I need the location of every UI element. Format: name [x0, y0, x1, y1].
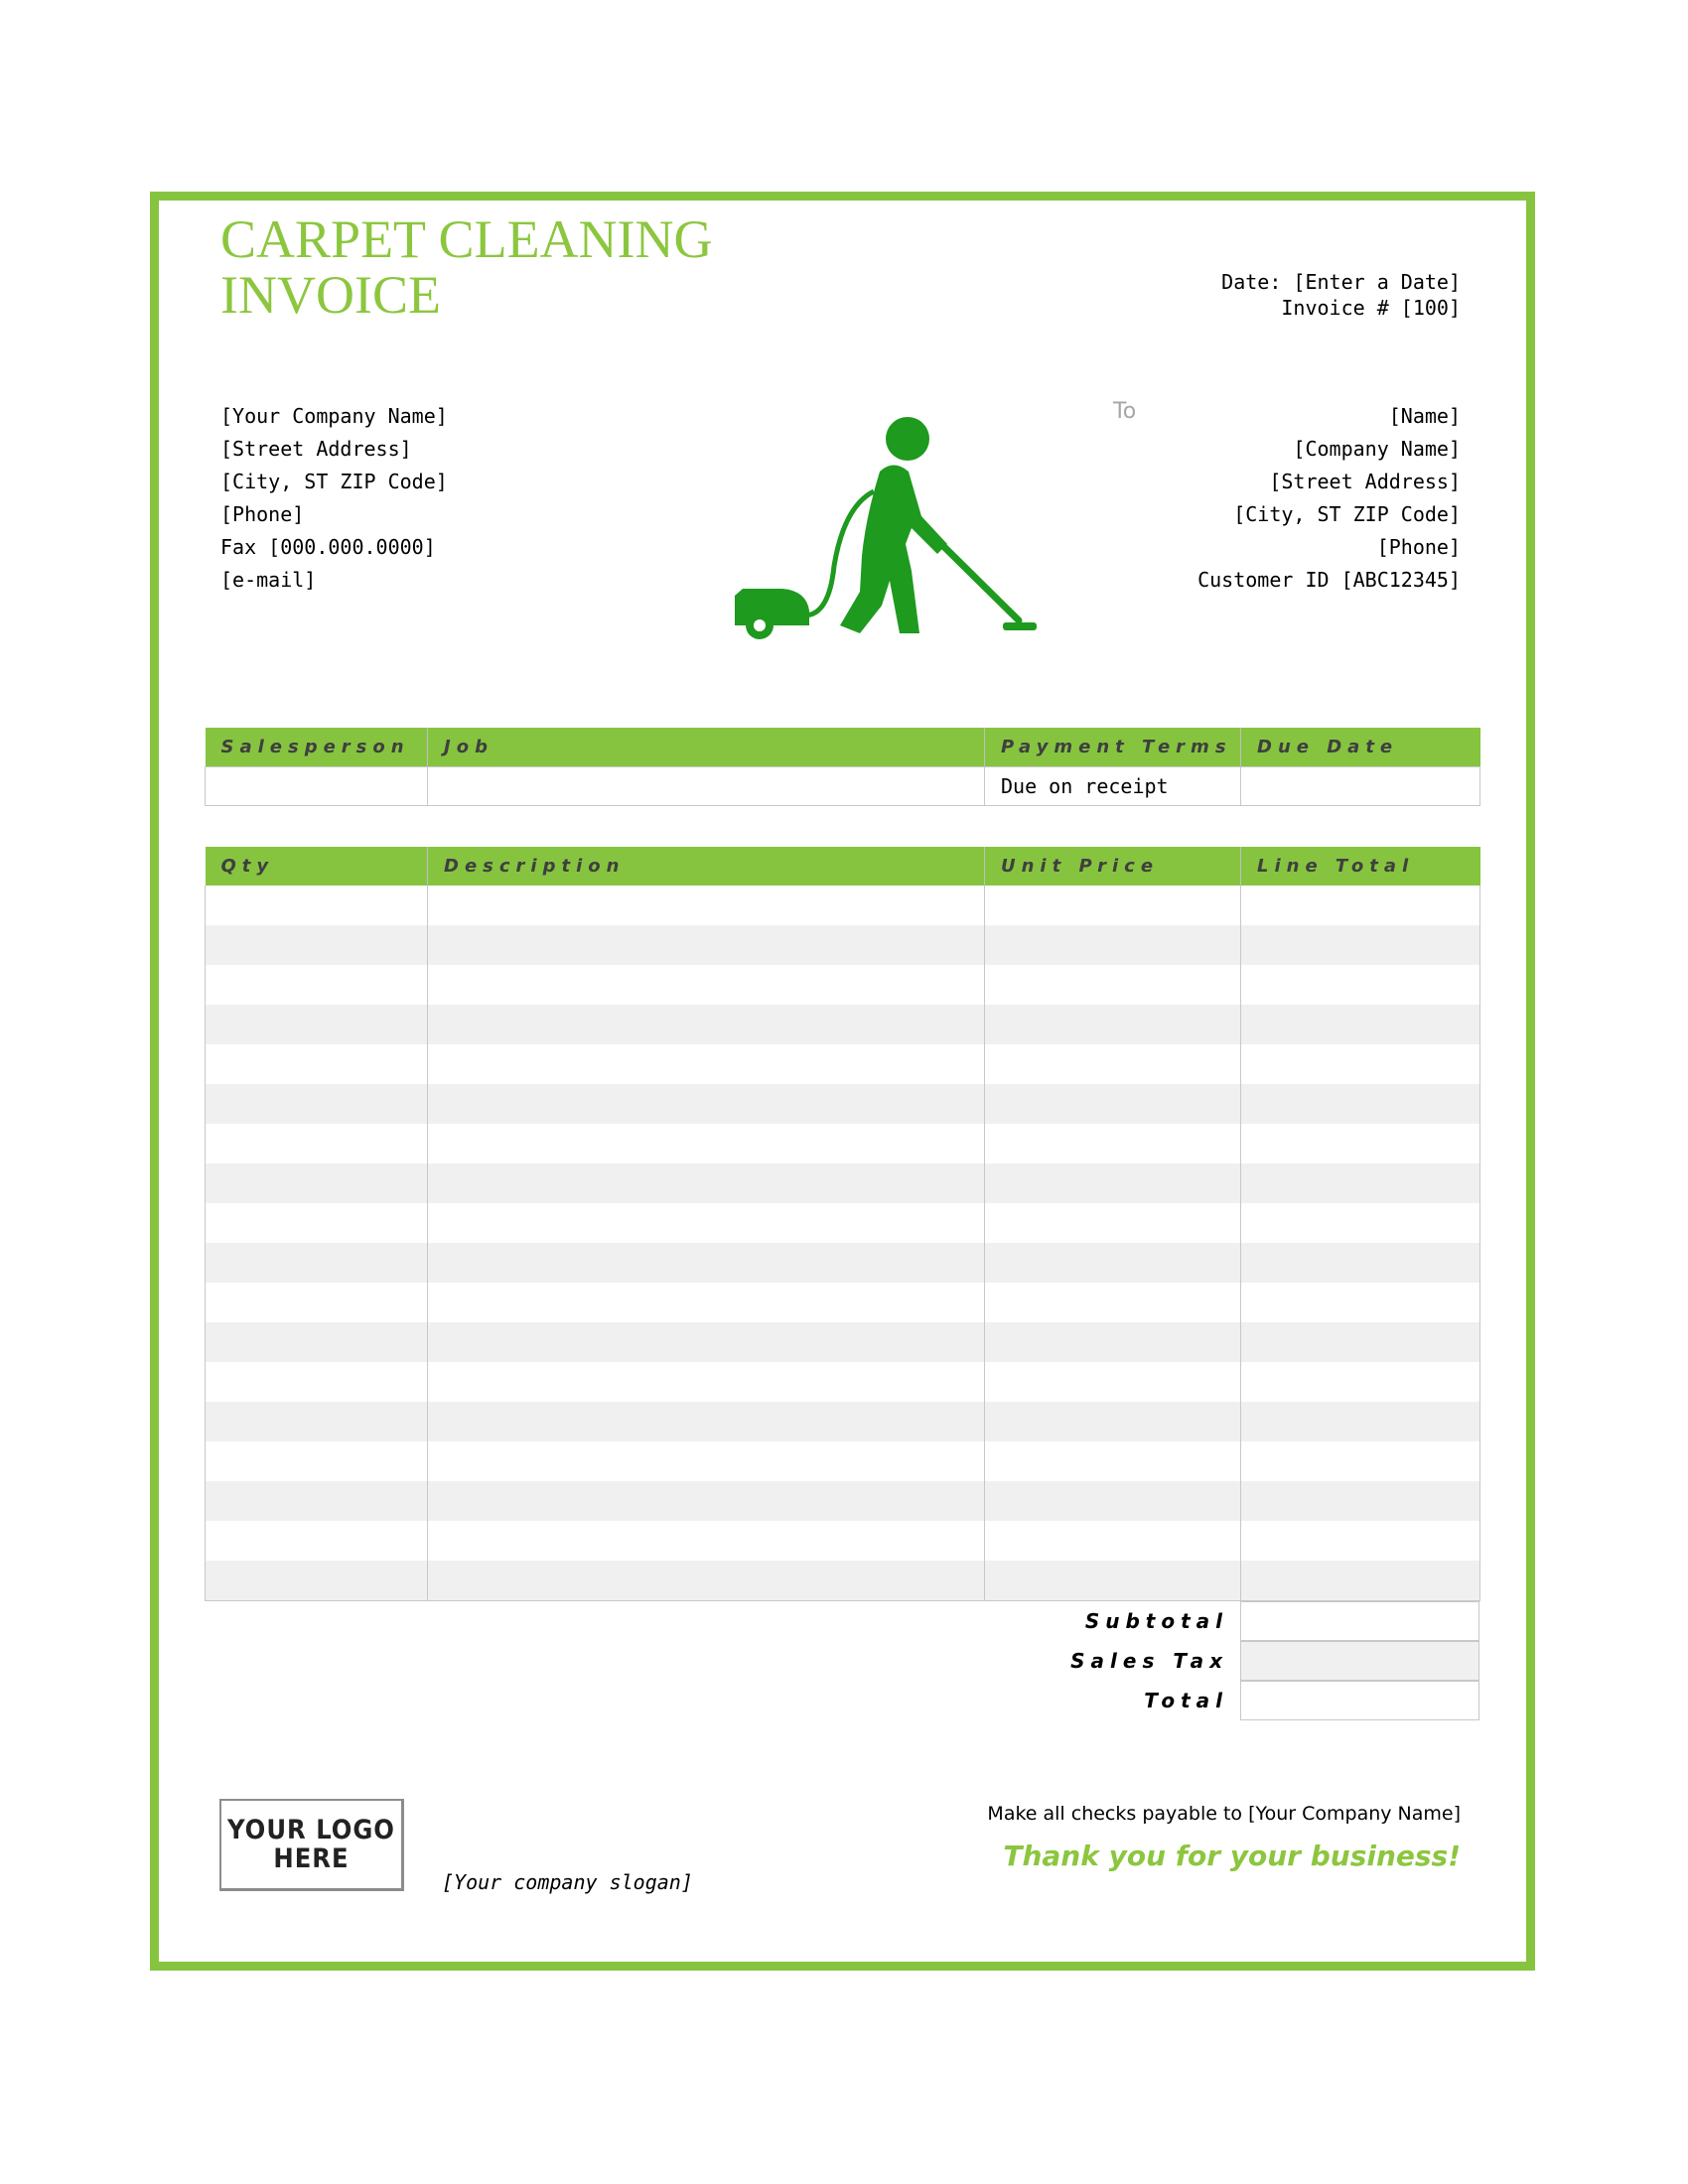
- subtotal-row: [993, 1601, 1479, 1641]
- line-total-cell[interactable]: [1241, 1005, 1480, 1044]
- table-row: [206, 965, 1480, 1005]
- unit-price-cell[interactable]: [985, 1124, 1241, 1163]
- sender-email[interactable]: [e-mail]: [220, 568, 317, 592]
- qty-cell[interactable]: [206, 1044, 428, 1084]
- table-row: [206, 925, 1480, 965]
- description-cell[interactable]: [428, 965, 985, 1005]
- unit-price-cell[interactable]: [985, 1283, 1241, 1322]
- line-total-cell[interactable]: [1241, 1203, 1480, 1243]
- description-cell[interactable]: [428, 1203, 985, 1243]
- description-cell[interactable]: [428, 1441, 985, 1481]
- qty-cell[interactable]: [206, 1362, 428, 1402]
- line-total-cell[interactable]: [1241, 1163, 1480, 1203]
- description-cell[interactable]: [428, 1322, 985, 1362]
- line-total-cell[interactable]: [1241, 1283, 1480, 1322]
- unit-price-cell[interactable]: [985, 1561, 1241, 1600]
- unit-price-cell[interactable]: [985, 1362, 1241, 1402]
- line-total-cell[interactable]: [1241, 1124, 1480, 1163]
- unit-price-cell[interactable]: [985, 1481, 1241, 1521]
- line-total-cell[interactable]: [1241, 1044, 1480, 1084]
- qty-cell[interactable]: [206, 1124, 428, 1163]
- unit-price-cell[interactable]: [985, 965, 1241, 1005]
- line-total-cell[interactable]: [1241, 1362, 1480, 1402]
- payment-terms-header: Payment Terms: [985, 728, 1241, 767]
- invoice-title-line2: INVOICE: [220, 265, 441, 325]
- terms-row: [206, 767, 1480, 806]
- qty-cell[interactable]: [206, 1163, 428, 1203]
- table-row: [206, 1243, 1480, 1283]
- qty-cell[interactable]: [206, 1283, 428, 1322]
- table-row: [206, 1362, 1480, 1402]
- total-row: [993, 1681, 1479, 1720]
- logo-text-line1: YOUR LOGO: [227, 1815, 395, 1845]
- unit-price-cell[interactable]: [985, 1441, 1241, 1481]
- terms-table: [205, 728, 1480, 806]
- line-items-body: [206, 886, 1480, 1600]
- job-cell[interactable]: [428, 767, 985, 806]
- logo-text-line2: HERE: [273, 1843, 350, 1874]
- sales-tax-label: Sales Tax: [1070, 1649, 1228, 1673]
- unit-price-cell[interactable]: [985, 1322, 1241, 1362]
- table-row: [206, 1481, 1480, 1521]
- job-header: Job: [428, 728, 985, 767]
- table-row: [206, 1044, 1480, 1084]
- qty-cell[interactable]: [206, 1441, 428, 1481]
- recipient-customer-id[interactable]: Customer ID [ABC12345]: [1197, 568, 1461, 592]
- table-row: [206, 1084, 1480, 1124]
- company-slogan[interactable]: [Your company slogan]: [442, 1870, 693, 1894]
- table-row: [206, 1283, 1480, 1322]
- description-cell[interactable]: [428, 1283, 985, 1322]
- line-total-cell[interactable]: [1241, 1322, 1480, 1362]
- due-date-cell[interactable]: [1241, 767, 1480, 806]
- invoice-number[interactable]: Invoice # [100]: [1281, 296, 1461, 320]
- table-row: [206, 886, 1480, 925]
- qty-header: Qty: [206, 847, 428, 886]
- qty-cell[interactable]: [206, 886, 428, 925]
- total-label: Total: [1144, 1689, 1228, 1712]
- terms-header-row: [206, 728, 1480, 767]
- line-items-table: [205, 847, 1480, 1601]
- qty-cell[interactable]: [206, 1402, 428, 1441]
- line-total-cell[interactable]: [1241, 1402, 1480, 1441]
- qty-cell[interactable]: [206, 925, 428, 965]
- table-row: [206, 1322, 1480, 1362]
- recipient-company[interactable]: [Company Name]: [1293, 437, 1461, 461]
- qty-cell[interactable]: [206, 1243, 428, 1283]
- recipient-to-label: To: [1113, 399, 1137, 424]
- unit-price-cell[interactable]: [985, 886, 1241, 925]
- description-cell[interactable]: [428, 1561, 985, 1600]
- sales-tax-value[interactable]: [1240, 1641, 1479, 1681]
- line-total-cell[interactable]: [1241, 1441, 1480, 1481]
- description-cell[interactable]: [428, 1124, 985, 1163]
- description-cell[interactable]: [428, 886, 985, 925]
- description-cell[interactable]: [428, 1243, 985, 1283]
- qty-cell[interactable]: [206, 1005, 428, 1044]
- qty-cell[interactable]: [206, 1521, 428, 1561]
- qty-cell[interactable]: [206, 965, 428, 1005]
- line-total-cell[interactable]: [1241, 965, 1480, 1005]
- subtotal-value[interactable]: [1240, 1601, 1479, 1641]
- invoice-title-line1: CARPET CLEANING: [220, 209, 713, 269]
- line-total-cell[interactable]: [1241, 1243, 1480, 1283]
- subtotal-label: Subtotal: [1084, 1609, 1228, 1633]
- description-cell[interactable]: [428, 1521, 985, 1561]
- unit-price-cell[interactable]: [985, 1203, 1241, 1243]
- description-cell[interactable]: [428, 1481, 985, 1521]
- unit-price-cell[interactable]: [985, 1044, 1241, 1084]
- items-header-row: [206, 847, 1480, 886]
- unit-price-cell[interactable]: [985, 1243, 1241, 1283]
- sender-company[interactable]: [Your Company Name]: [220, 404, 448, 428]
- line-total-header: Line Total: [1241, 847, 1480, 886]
- line-total-cell[interactable]: [1241, 1561, 1480, 1600]
- description-cell[interactable]: [428, 1402, 985, 1441]
- table-row: [206, 1521, 1480, 1561]
- unit-price-header: Unit Price: [985, 847, 1241, 886]
- sender-address: [220, 400, 448, 597]
- description-cell[interactable]: [428, 1005, 985, 1044]
- company-logo-placeholder[interactable]: [219, 1799, 404, 1891]
- table-row: [206, 1203, 1480, 1243]
- description-cell[interactable]: [428, 1084, 985, 1124]
- table-row: [206, 1124, 1480, 1163]
- unit-price-cell[interactable]: [985, 1005, 1241, 1044]
- sender-street[interactable]: [Street Address]: [220, 437, 412, 461]
- thank-you-message: Thank you for your business!: [1003, 1840, 1461, 1872]
- salesperson-header: Salesperson: [206, 728, 428, 767]
- table-row: [206, 1561, 1480, 1600]
- unit-price-cell[interactable]: [985, 1163, 1241, 1203]
- due-date-header: Due Date: [1241, 728, 1480, 767]
- description-cell[interactable]: [428, 1163, 985, 1203]
- invoice-date[interactable]: Date: [Enter a Date]: [1221, 270, 1461, 294]
- salesperson-cell[interactable]: [206, 767, 428, 806]
- qty-cell[interactable]: [206, 1084, 428, 1124]
- unit-price-cell[interactable]: [985, 1402, 1241, 1441]
- total-value[interactable]: [1240, 1681, 1479, 1720]
- sender-phone[interactable]: [Phone]: [220, 502, 305, 526]
- invoice-meta: [1221, 269, 1461, 321]
- recipient-street[interactable]: [Street Address]: [1269, 470, 1461, 493]
- line-total-cell[interactable]: [1241, 1084, 1480, 1124]
- line-total-cell[interactable]: [1241, 886, 1480, 925]
- recipient-phone[interactable]: [Phone]: [1376, 535, 1461, 559]
- line-total-cell[interactable]: [1241, 1481, 1480, 1521]
- table-row: [206, 1402, 1480, 1441]
- table-row: [206, 1005, 1480, 1044]
- sender-fax[interactable]: Fax [000.000.0000]: [220, 535, 436, 559]
- invoice-title: [220, 211, 713, 323]
- description-header: Description: [428, 847, 985, 886]
- table-row: [206, 1163, 1480, 1203]
- sender-city[interactable]: [City, ST ZIP Code]: [220, 470, 448, 493]
- description-cell[interactable]: [428, 1362, 985, 1402]
- payment-terms-cell[interactable]: Due on receipt: [985, 767, 1241, 806]
- table-row: [206, 1441, 1480, 1481]
- description-cell[interactable]: [428, 925, 985, 965]
- unit-price-cell[interactable]: [985, 1521, 1241, 1561]
- vacuum-cleaner-person-icon: [735, 417, 1038, 640]
- description-cell[interactable]: [428, 1044, 985, 1084]
- line-total-cell[interactable]: [1241, 1521, 1480, 1561]
- qty-cell[interactable]: [206, 1203, 428, 1243]
- recipient-city[interactable]: [City, ST ZIP Code]: [1233, 502, 1461, 526]
- checks-payable-note: Make all checks payable to [Your Company Name]: [987, 1803, 1461, 1825]
- line-total-cell[interactable]: [1241, 925, 1480, 965]
- recipient-name[interactable]: [Name]: [1388, 404, 1461, 428]
- recipient-address: [1197, 400, 1461, 597]
- qty-cell[interactable]: [206, 1481, 428, 1521]
- unit-price-cell[interactable]: [985, 1084, 1241, 1124]
- sales-tax-row: [993, 1641, 1479, 1681]
- unit-price-cell[interactable]: [985, 925, 1241, 965]
- qty-cell[interactable]: [206, 1561, 428, 1600]
- qty-cell[interactable]: [206, 1322, 428, 1362]
